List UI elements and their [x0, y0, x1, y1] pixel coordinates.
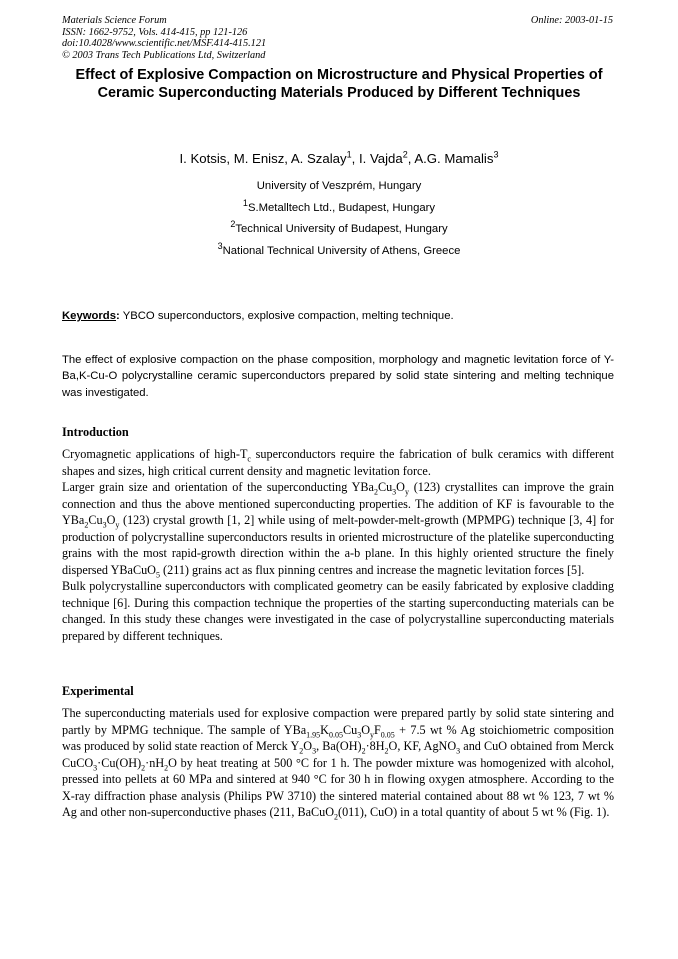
experimental-paragraph-1	[62, 705, 614, 821]
subscript: y	[404, 487, 409, 497]
author-names-2: , I. Vajda	[351, 151, 403, 166]
affiliation-1	[62, 198, 616, 215]
subscript: y	[115, 520, 120, 530]
subscript: 2	[334, 812, 339, 822]
text-run: (123) crystal growth [1, 2] while using of melt-powder-melt-growth (MPMPG) technique [3, 4] for production of polycrystalline superconductors results in oriented microstructure of the platelike superconducting grains with the most rapid-growth direction within the a-b plane. In this highly oriented structure the finely dispersed YBaCuO	[62, 513, 614, 577]
abstract: The effect of explosive compaction on the phase composition, morphology and magnetic levitation force of Y-Ba,K-Cu-O polycrystalline ceramic superconductors prepared by solid state sintering and melting technique was investigated.	[62, 354, 614, 399]
author-list	[62, 150, 616, 168]
text-run: Cu	[377, 480, 393, 494]
text-run: superconductors require the fabrication of bulk ceramics with different shapes and sizes, high critical current density and magnetic levitation force.	[62, 447, 614, 478]
journal-name: Materials Science Forum	[62, 15, 167, 26]
author-affil-mark-2: 2	[402, 149, 408, 160]
subscript: 5	[156, 569, 160, 579]
copyright-line: © 2003 Trans Tech Publications Ltd, Switzerland	[62, 49, 266, 61]
text-run: , Ba(OH)	[316, 739, 362, 753]
subscript: 0.05	[380, 729, 395, 739]
experimental-body	[62, 705, 614, 821]
intro-paragraph-2	[62, 479, 614, 578]
affiliation-text-2: Technical University of Budapest, Hungary	[235, 223, 448, 235]
intro-paragraph-1	[62, 446, 614, 479]
text-run: O	[361, 722, 370, 737]
text-run: F	[374, 722, 381, 737]
text-run: and CuO obtained from Merck CuCO	[62, 739, 614, 770]
subscript: 2	[84, 520, 89, 530]
keywords-colon: :	[116, 310, 120, 322]
section-heading-experimental: Experimental	[62, 684, 134, 698]
text-run: ·Cu(OH)	[97, 755, 142, 770]
text-run: ·8H	[365, 739, 385, 753]
subscript: c	[247, 454, 251, 464]
subscript: y	[370, 729, 374, 739]
affiliation-3	[62, 241, 616, 258]
text-run: Cu	[88, 513, 103, 527]
text-run: Cu	[342, 722, 358, 737]
text-run: (123) crystallites can improve the grain connection and thus the above mentioned superconducting properties. The addition of KF is favourable to the YBa	[62, 480, 614, 527]
paper-title: Effect of Explosive Compaction on Microstructure and Physical Properties of Ceramic Superconducting Materials Produced by Different Techniques	[75, 67, 603, 101]
subscript: 2	[373, 487, 378, 497]
text-run: O	[303, 739, 313, 753]
text-run: O	[106, 513, 116, 527]
author-names-1: I. Kotsis, M. Enisz, A. Szalay	[179, 151, 347, 166]
section-heading-introduction: Introduction	[62, 425, 129, 439]
subscript: 0.05	[328, 729, 343, 739]
keywords-label: Keywords	[62, 310, 116, 322]
subscript: 2	[361, 746, 366, 756]
text-run: O by heat treating at 500 °C for 1 h. The powder mixture was homogenized with alcohol, pressed into pellets at 60 MPa and sintered at 940 °C for 30 h in flowing oxygen atmosphere. According to the X-ray diffraction phase analysis (Philips PW 3710) the sintered material contained about 88 wt % 123, 7 wt % Ag and other non-superconductive phases (211, BaCuO	[62, 755, 614, 819]
affiliation-0: University of Veszprém, Hungary	[256, 180, 422, 192]
keywords-text: YBCO superconductors, explosive compaction, melting technique.	[119, 310, 454, 322]
subscript: 3	[456, 746, 461, 756]
doi-line: doi:10.4028/www.scientific.net/MSF.414-415.121	[62, 38, 267, 50]
text-run: O	[396, 480, 405, 494]
author-names-3: , A.G. Mamalis	[407, 151, 494, 166]
affiliation-mark-2: 2	[230, 219, 236, 230]
subscript: 3	[93, 762, 98, 772]
introduction-body	[62, 446, 614, 644]
text-run: O, KF, AgNO	[388, 739, 457, 753]
text-run: K	[320, 722, 329, 737]
author-affil-mark-1: 1	[346, 149, 352, 160]
subscript: 3	[312, 746, 317, 756]
subscript: 2	[299, 746, 304, 756]
affiliation-text-3: National Technical University of Athens, Greece	[222, 245, 461, 257]
text-run: (011), CuO) in a total quantity of about 5 wt % (Fig. 1).	[338, 805, 610, 819]
author-affil-mark-3: 3	[493, 149, 499, 160]
online-date: Online: 2003-01-15	[530, 15, 613, 26]
affiliation-text-1: S.Metalltech Ltd., Budapest, Hungary	[247, 202, 436, 214]
text-run: Cryomagnetic applications of high-T	[62, 447, 248, 461]
subscript: 3	[392, 487, 397, 497]
text-run: Larger grain size and orientation of the superconducting YBa	[62, 480, 374, 494]
text-run: The superconducting materials used for explosive compaction were prepared partly by solid state sintering and partly by MPMG technique. The sample of YBa	[62, 706, 614, 737]
keywords	[62, 309, 622, 323]
text-run: ·nH	[145, 755, 165, 770]
intro-paragraph-3: Bulk polycrystalline superconductors with complicated geometry can be easily fabricated by explosive cladding technique [6]. During this compaction technique the properties of the starting superconducting materials can be changed. In this study these changes were investigated in the case of polycrystalline superconducting materials prepared by different techniques.	[62, 579, 614, 643]
affiliation-2	[62, 219, 616, 236]
text-run: (211) grains act as flux pinning centres and increase the magnetic levitation forces [5].	[160, 562, 585, 577]
subscript: 2	[164, 762, 169, 772]
subscript: 1.95	[306, 729, 321, 739]
subscript: 2	[384, 746, 389, 756]
subscript: 3	[102, 520, 107, 530]
subscript: 3	[357, 729, 362, 739]
journal-header	[62, 15, 622, 61]
affiliation-mark-1: 1	[242, 198, 248, 209]
affiliation-mark-3: 3	[217, 241, 223, 252]
subscript: 2	[141, 762, 146, 772]
issn-line: ISSN: 1662-9752, Vols. 414-415, pp 121-126	[62, 26, 248, 38]
text-run: + 7.5 wt % Ag stoichiometric composition was produced by solid state reaction of Merck Y	[62, 722, 614, 753]
